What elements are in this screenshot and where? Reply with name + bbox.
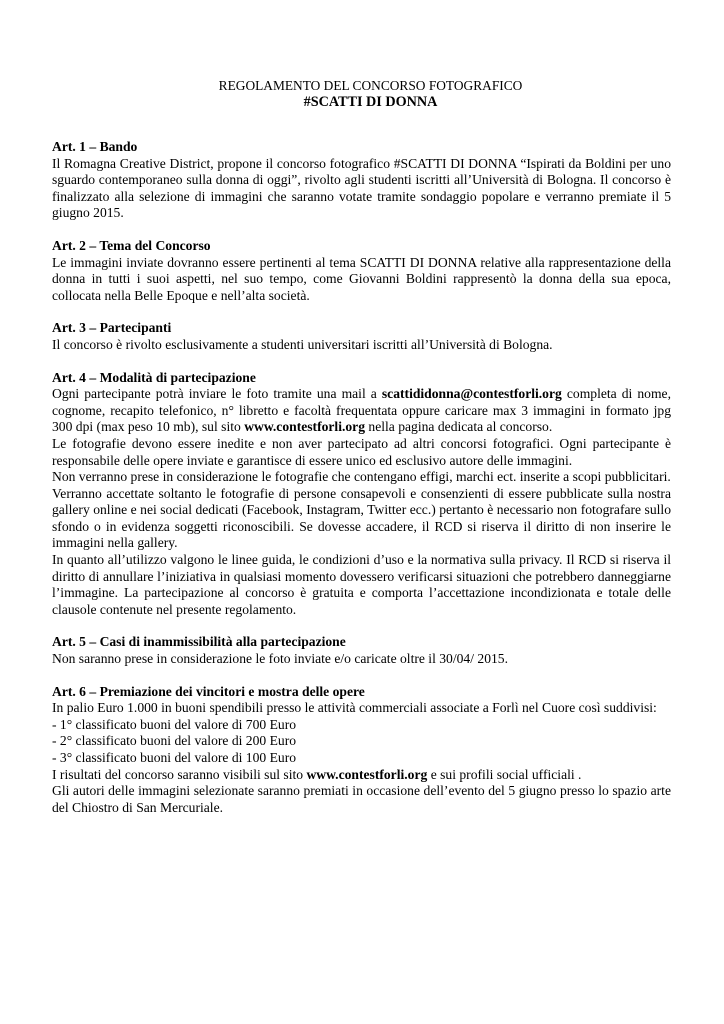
article-3 bbox=[52, 320, 671, 353]
article-paragraph: Il Romagna Creative District, propone il concorso fotografico #SCATTI DI DONNA “Ispirati da Boldini per uno sguardo contemporaneo sulla donna di oggi”, rivolto agli studenti iscritti all’Università di Bologna. Il concorso è finalizzato alla selezione di immagini che saranno votate tramite sondaggio popolare e verranno premiate il 5 giugno 2015. bbox=[52, 155, 671, 221]
website-address: www.contestforli.org bbox=[306, 766, 428, 782]
paragraph-text: Ogni partecipante potrà inviare le foto tramite una mail a bbox=[52, 386, 382, 402]
prize-item: - 3° classificato buoni del valore di 100 Euro bbox=[52, 750, 297, 765]
document-page bbox=[52, 78, 671, 816]
article-paragraph: Il concorso è rivolto esclusivamente a studenti universitari iscritti all’Università di Bologna. bbox=[52, 336, 553, 352]
article-2 bbox=[52, 238, 671, 304]
prize-item: - 2° classificato buoni del valore di 200 Euro bbox=[52, 733, 297, 749]
article-heading: Art. 5 – Casi di inammissibilità alla partecipazione bbox=[52, 634, 346, 650]
document-subtitle: #SCATTI DI DONNA bbox=[303, 94, 438, 110]
article-heading: Art. 1 – Bando bbox=[52, 139, 138, 154]
article-paragraph: In palio Euro 1.000 in buoni spendibili presso le attività commerciali associate a Forlì nel Cuore così suddivisi: bbox=[52, 700, 657, 716]
article-paragraph: Le fotografie devono essere inedite e non aver partecipato ad altri concorsi fotografici. Ogni partecipante è responsabile delle opere inviate e garantisce di essere unico ed esclusivo autore delle immagini. bbox=[52, 435, 671, 468]
article-heading: Art. 4 – Modalità di partecipazione bbox=[52, 369, 256, 385]
document-title: REGOLAMENTO DEL CONCORSO FOTOGRAFICO bbox=[218, 78, 523, 93]
article-paragraph: In quanto all’utilizzo valgono le linee guida, le condizioni d’uso e la normativa sulla privacy. Il RCD si riserva il diritto di annullare l’iniziativa in qualsiasi momento dovessero verificarsi situazioni che potrebbero danneggiarne l’immagine. La partecipazione al concorso è gratuita e comporta l’accettazione incondizionata e totale delle clausole contenute nel presente regolamento. bbox=[52, 552, 671, 617]
paragraph-text: I risultati del concorso saranno visibili sul sito bbox=[52, 766, 307, 782]
article-paragraph bbox=[52, 767, 671, 784]
article-paragraph bbox=[52, 386, 671, 436]
email-address: scattididonna@contestforli.org bbox=[381, 386, 562, 402]
article-heading: Art. 6 – Premiazione dei vincitori e mostra delle opere bbox=[52, 683, 365, 699]
article-paragraph: Non saranno prese in considerazione le foto inviate e/o caricate oltre il 30/04/ 2015. bbox=[52, 651, 508, 667]
article-5 bbox=[52, 634, 671, 667]
website-address: www.contestforli.org bbox=[244, 419, 366, 435]
article-1 bbox=[52, 139, 671, 222]
article-heading: Art. 2 – Tema del Concorso bbox=[52, 237, 211, 253]
article-4 bbox=[52, 370, 671, 619]
paragraph-text: nella pagina dedicata al concorso. bbox=[365, 419, 553, 435]
article-paragraph: Gli autori delle immagini selezionate saranno premiati in occasione dell’evento del 5 giugno presso lo spazio arte del Chiostro di San Mercuriale. bbox=[52, 783, 671, 815]
article-heading: Art. 3 – Partecipanti bbox=[52, 320, 172, 336]
prize-item: - 1° classificato buoni del valore di 700 Euro bbox=[52, 716, 297, 732]
article-paragraph: Le immagini inviate dovranno essere pertinenti al tema SCATTI DI DONNA relative alla rappresentazione della donna in tutti i suoi aspetti, nel suo tempo, come Giovanni Boldini rappresentò la donna della sua epoca, collocata nella Belle Epoque e nell’alta società. bbox=[52, 254, 671, 303]
paragraph-text: e sui profili social ufficiali . bbox=[427, 766, 582, 782]
article-paragraph: Verranno accettate soltanto le fotografie di persone consapevoli e consenzienti di essere pubblicate sulla nostra gallery online e nei social dedicati (Facebook, Instagram, Twitter ecc.) pertanto è necessario non fotografare sullo sfondo o in evidenza soggetti riconoscibili. Se dovesse accadere, il RCD si riserva il diritto di non inserire le immagini nella gallery. bbox=[52, 485, 671, 551]
article-6 bbox=[52, 684, 671, 817]
paragraph-text: completa di nome, cognome, recapito telefonico, n° libretto e facoltà frequentata oppure caricare max 3 immagini in formato jpg 300 dpi (max peso 10 mb), sul sito bbox=[52, 386, 671, 435]
article-paragraph: Non verranno prese in considerazione le fotografie che contengano effigi, marchi ect. inserite a scopi pubblicitari. bbox=[52, 469, 671, 485]
